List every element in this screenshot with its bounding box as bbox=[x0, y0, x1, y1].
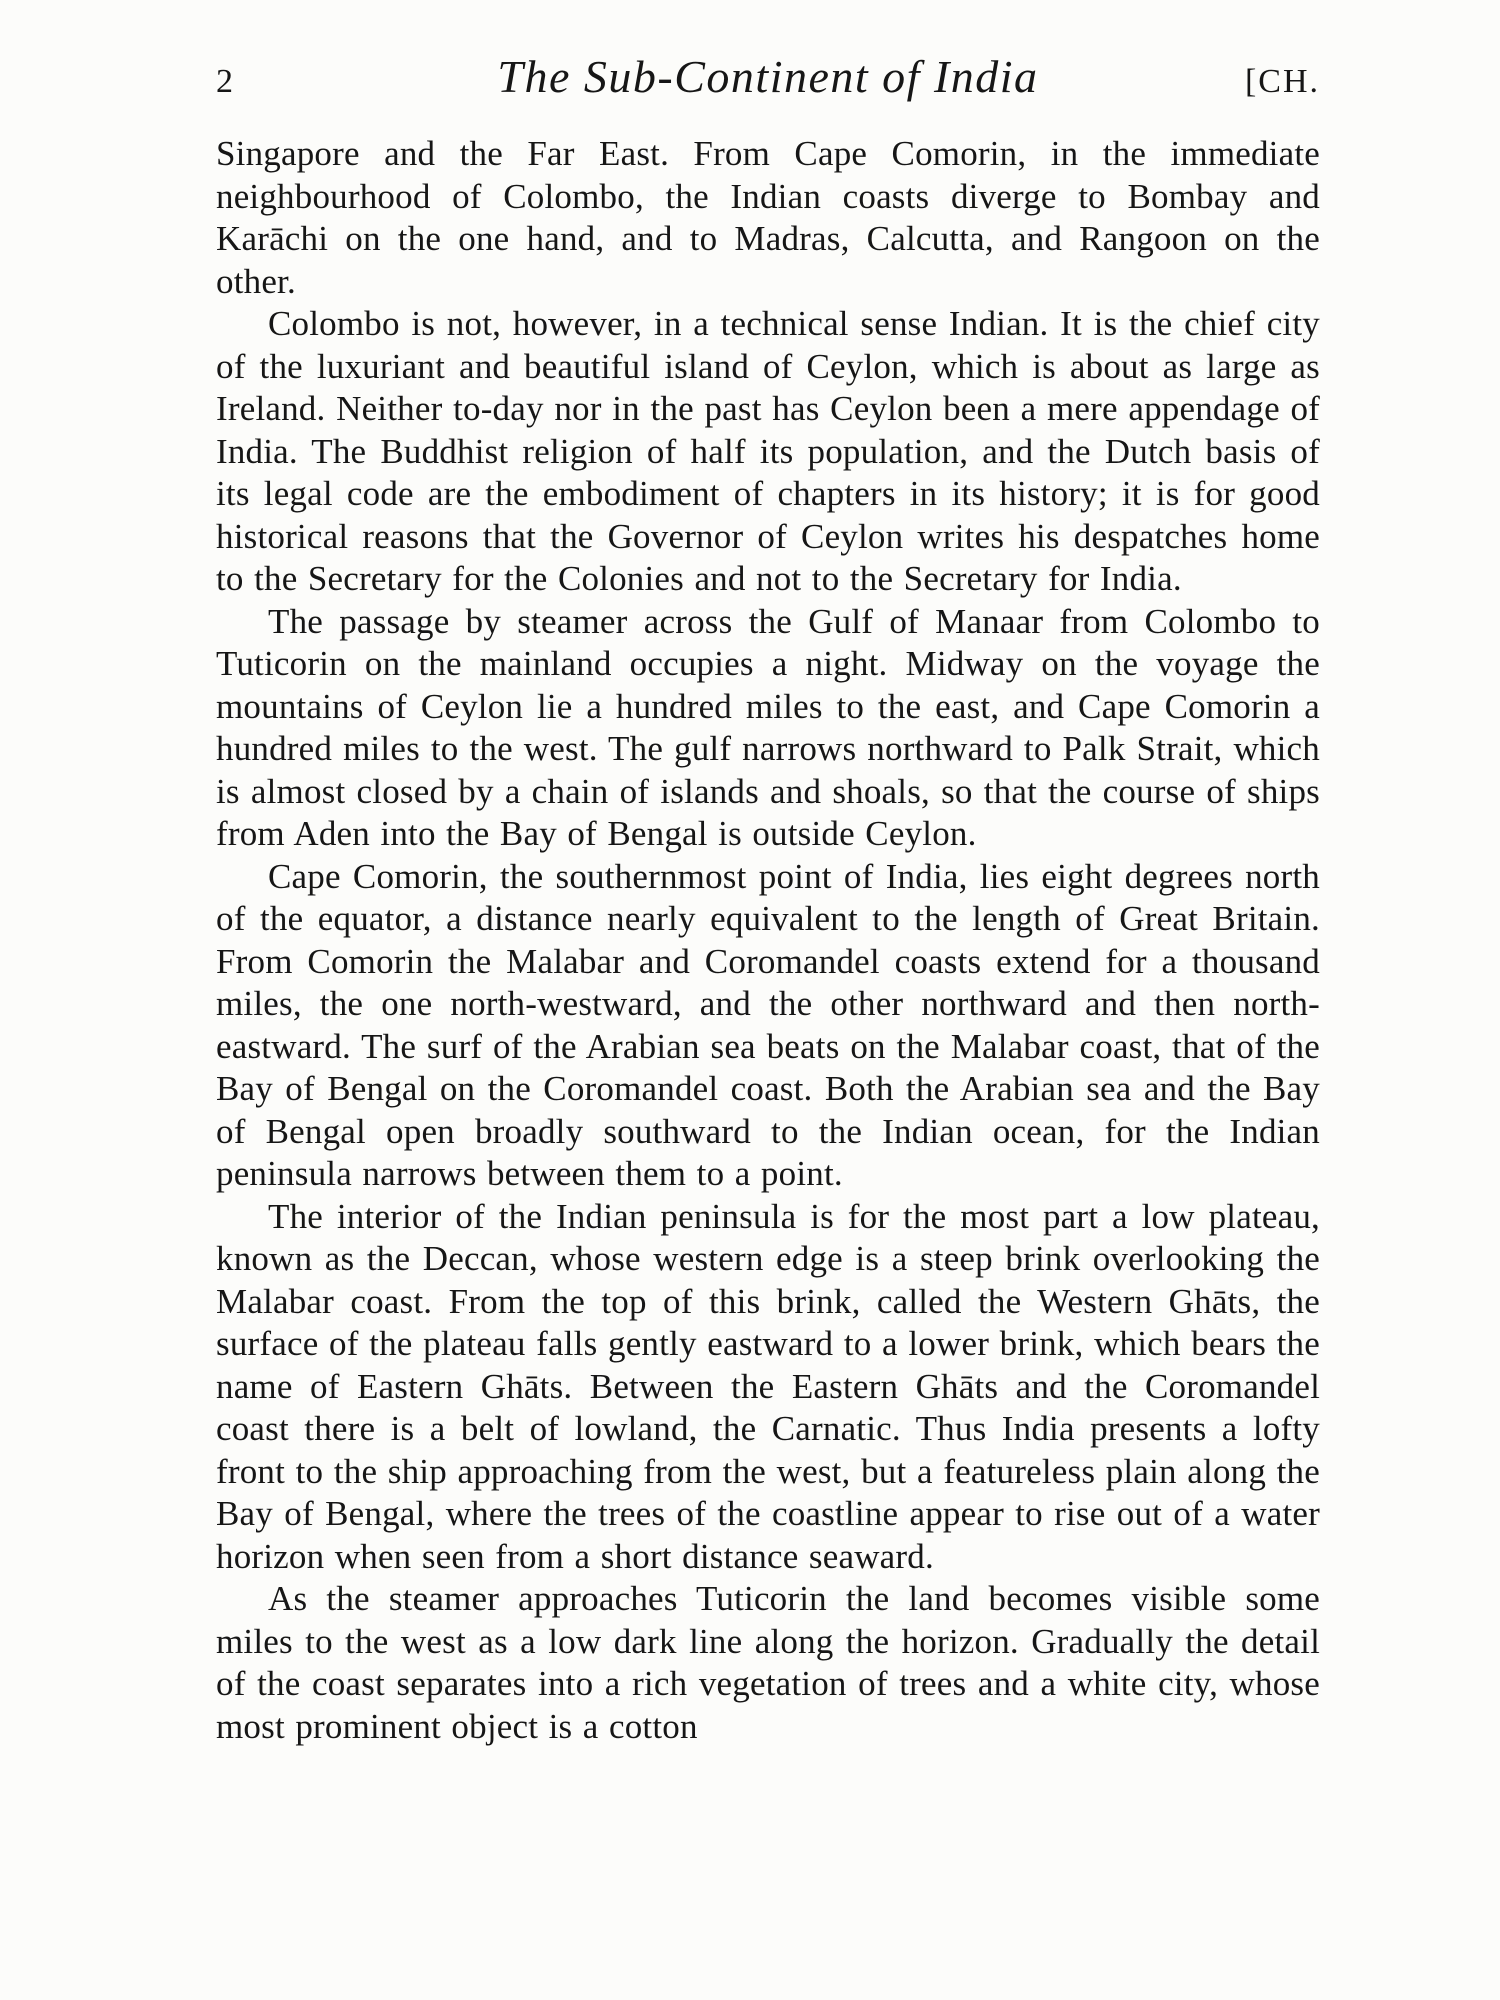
paragraph: Cape Comorin, the southernmost point of India, lies eight degrees north of the equator, a distance nearly equivalent to the length of Great Britain. From Comorin the Malabar and Coromandel coasts extend for a thousand miles, the one north-westward, and the other northward and then north-eastward. The surf of the Arabian sea beats on the Malabar coast, that of the Bay of Bengal on the Coromandel coast. Both the Arabian sea and the Bay of Bengal open broadly southward to the Indian ocean, for the Indian peninsula narrows between them to a point. bbox=[216, 856, 1320, 1193]
page-header bbox=[216, 50, 1320, 103]
paragraph: As the steamer approaches Tuticorin the land becomes visible some miles to the west as a low dark line along the horizon. Gradually the detail of the coast separates into a rich vegetation of trees and a white city, whose most prominent object is a cotton bbox=[216, 1579, 1320, 1746]
page-title: The Sub-Continent of India bbox=[497, 51, 1039, 102]
paragraph: The interior of the Indian peninsula is for the most part a low plateau, known as the Deccan, whose western edge is a steep brink overlooking the Malabar coast. From the top of this brink, called the Western Ghāts, the surface of the plateau falls gently eastward to a lower brink, which bears the name of Eastern Ghāts. Between the Eastern Ghāts and the Coromandel coast there is a belt of lowland, the Carnatic. Thus India presents a lofty front to the ship approaching from the west, but a featureless plain along the Bay of Bengal, where the trees of the coastline appear to rise out of a water horizon when seen from a short distance seaward. bbox=[216, 1196, 1320, 1576]
chapter-marker: [CH. bbox=[1244, 63, 1320, 100]
paragraph: Singapore and the Far East. From Cape Comorin, in the immediate neighbourhood of Colombo, the Indian coasts diverge to Bombay and Karāchi on the one hand, and to Madras, Calcutta, and Rangoon on the other. bbox=[216, 134, 1320, 301]
paragraph: The passage by steamer across the Gulf of Manaar from Colombo to Tuticorin on the mainland occupies a night. Midway on the voyage the mountains of Ceylon lie a hundred miles to the east, and Cape Comorin a hundred miles to the west. The gulf narrows northward to Palk Strait, which is almost closed by a chain of islands and shoals, so that the course of ships from Aden into the Bay of Bengal is outside Ceylon. bbox=[216, 601, 1320, 853]
page-body bbox=[216, 133, 1320, 1748]
page-number: 2 bbox=[216, 63, 234, 100]
paragraph: Colombo is not, however, in a technical sense Indian. It is the chief city of the luxuriant and beautiful island of Ceylon, which is about as large as Ireland. Neither to-day nor in the past has Ceylon been a mere appendage of India. The Buddhist religion of half its population, and the Dutch basis of its legal code are the embodiment of chapters in its history; it is for good historical reasons that the Governor of Ceylon writes his despatches home to the Secretary for the Colonies and not to the Secretary for India. bbox=[216, 304, 1320, 598]
